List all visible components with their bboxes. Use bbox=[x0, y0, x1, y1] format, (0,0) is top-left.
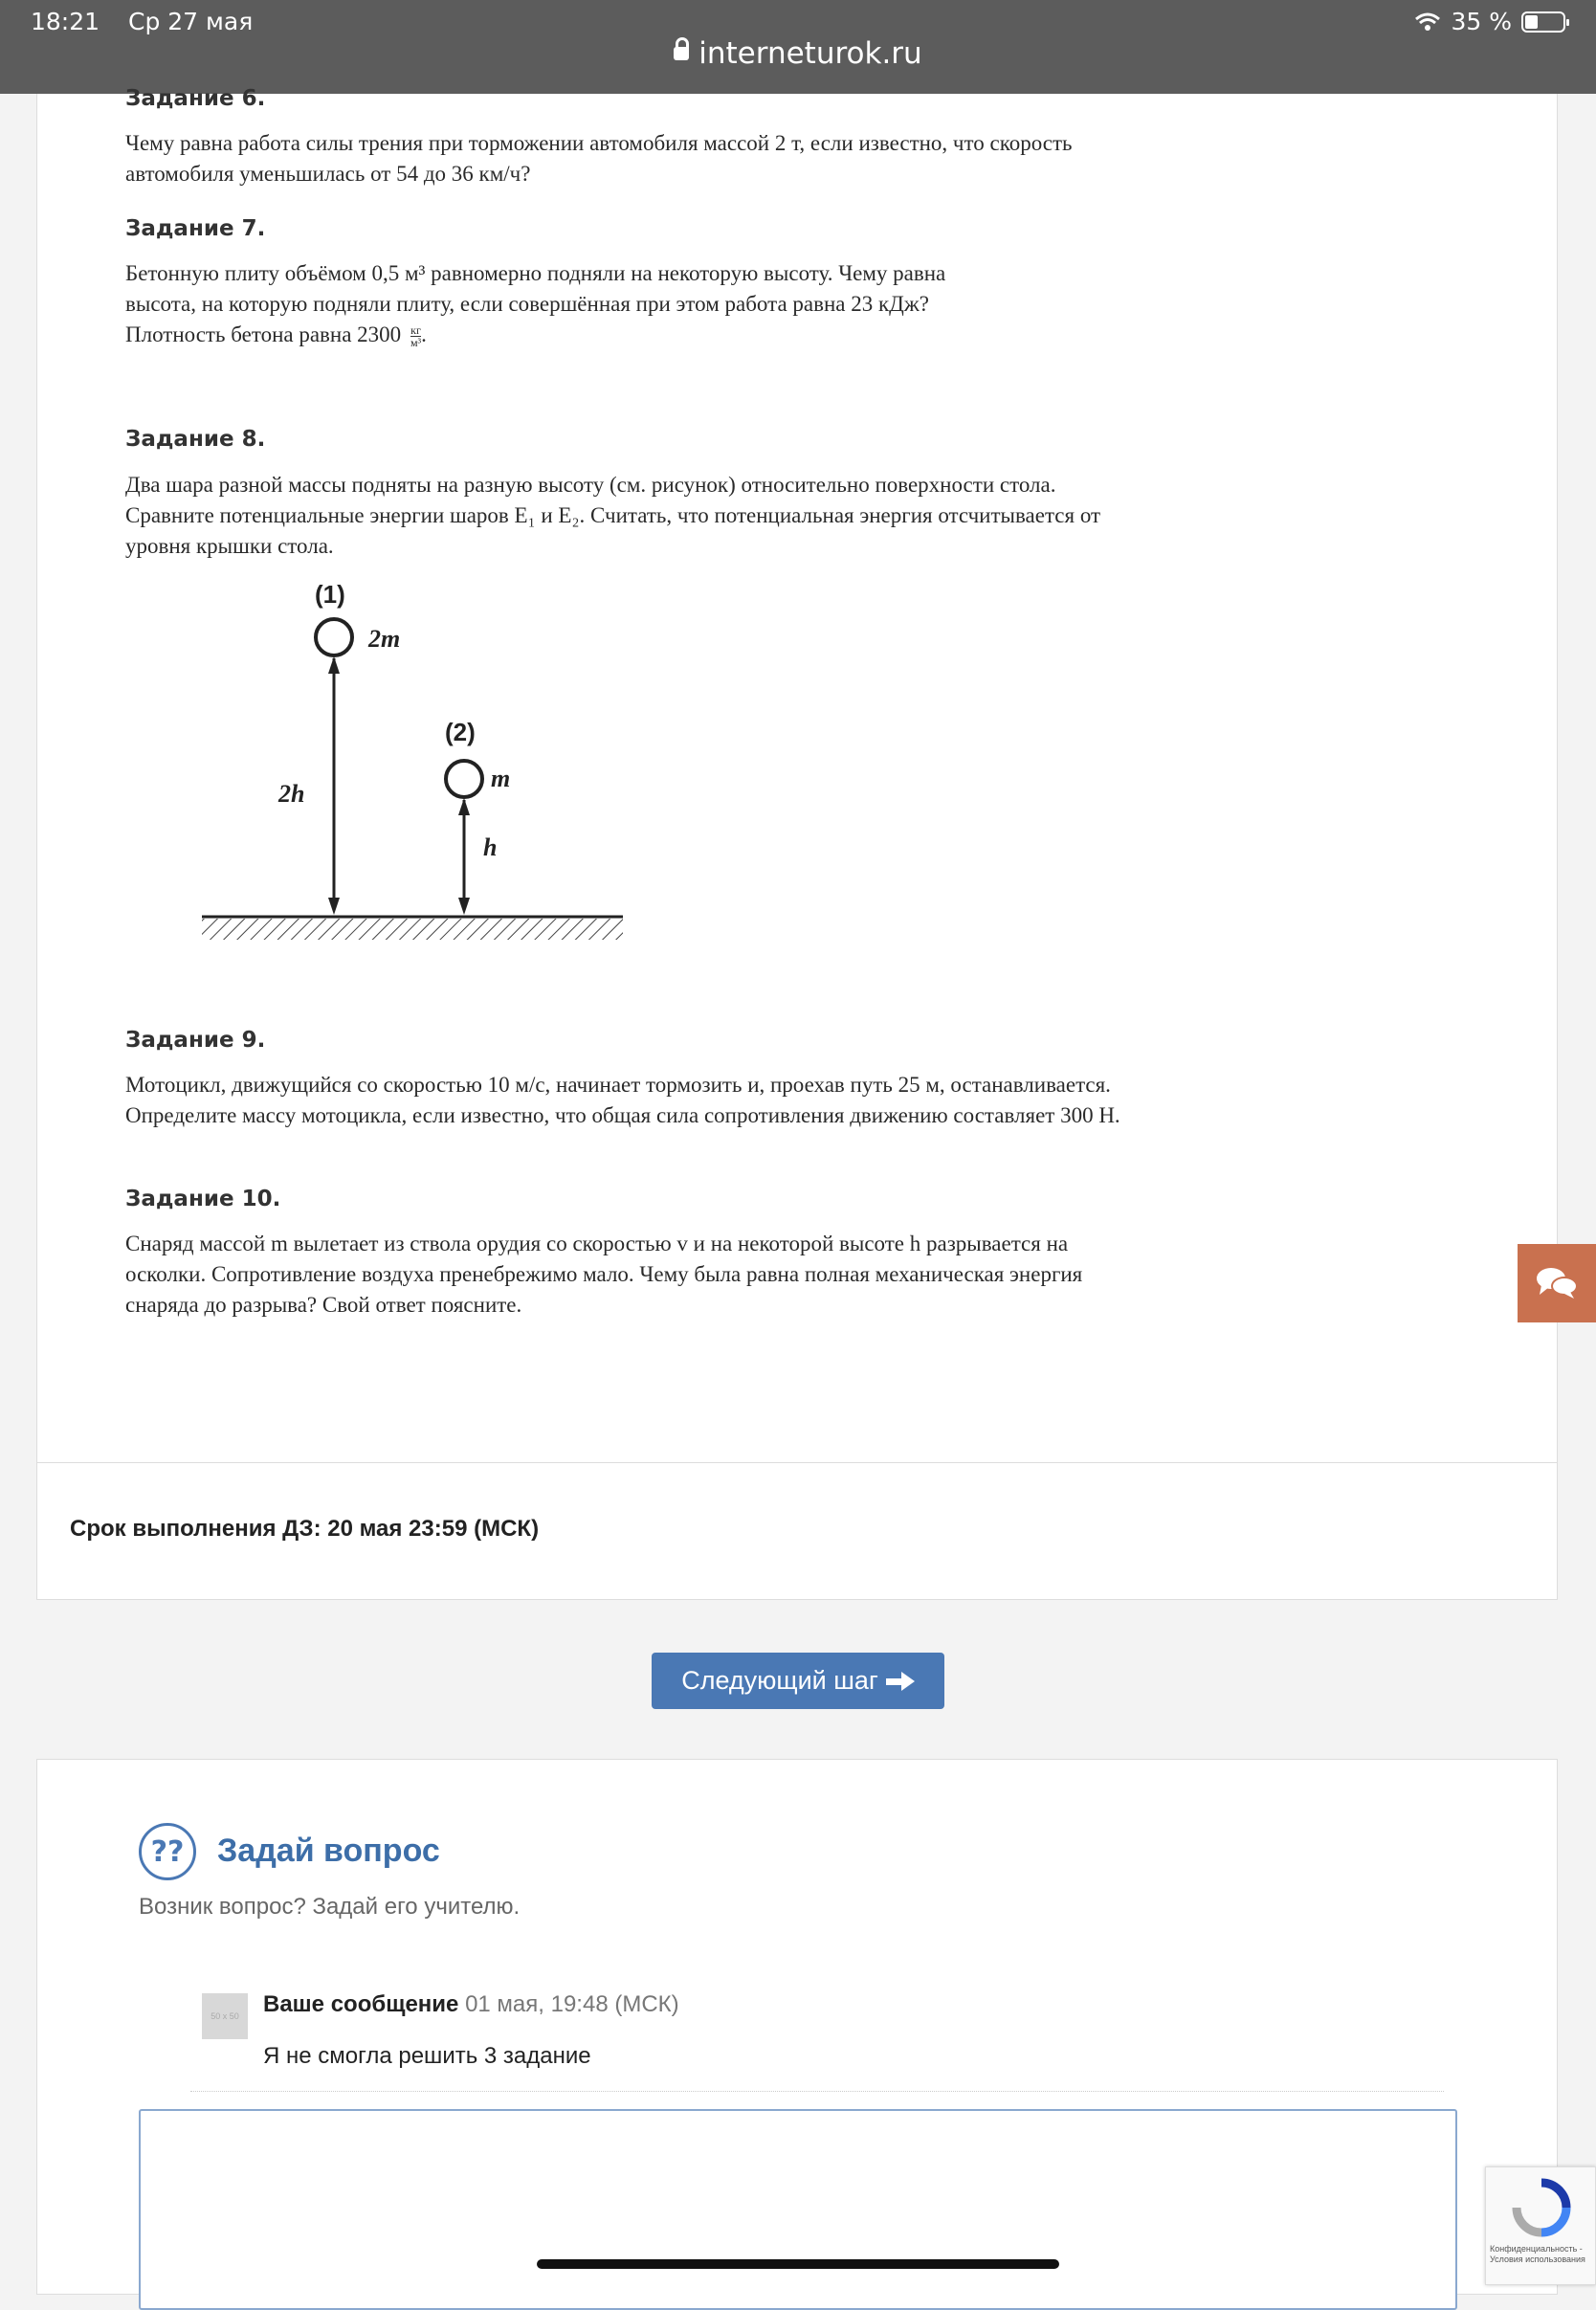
chat-icon bbox=[1536, 1266, 1578, 1300]
deadline-text: Срок выполнения ДЗ: 20 мая 23:59 (МСК) bbox=[70, 1516, 540, 1542]
wifi-icon bbox=[1414, 12, 1441, 32]
ask-question-subtitle: Возник вопрос? Задай его учителю. bbox=[139, 1894, 521, 1920]
task-7-line3: Плотность бетона равна 2300 кг м³ . bbox=[125, 322, 427, 350]
task-6-title: Задание 6. bbox=[125, 86, 266, 111]
message-text: Я не смогла решить 3 задание bbox=[263, 2043, 591, 2069]
next-step-button[interactable] bbox=[652, 1653, 944, 1709]
status-left bbox=[31, 8, 274, 35]
status-right bbox=[1414, 8, 1565, 35]
question-icon: ?? bbox=[139, 1823, 196, 1880]
browser-topbar bbox=[0, 0, 1596, 94]
task-8-title: Задание 8. bbox=[125, 427, 266, 452]
table-hatching bbox=[202, 919, 623, 940]
ball-2-mass: m bbox=[491, 765, 511, 792]
message-header bbox=[263, 1991, 679, 2018]
ball-1-mass: 2m bbox=[368, 625, 401, 653]
ball-2 bbox=[446, 761, 482, 797]
density-unit bbox=[410, 324, 421, 348]
recaptcha-icon bbox=[1511, 2177, 1572, 2238]
ask-question-title: Задай вопрос bbox=[217, 1832, 440, 1869]
recaptcha-badge[interactable] bbox=[1485, 2166, 1596, 2285]
status-time: 18:21 bbox=[31, 8, 100, 35]
ball-1-arrow-top bbox=[328, 656, 340, 674]
ball-1-height: 2h bbox=[278, 780, 305, 808]
task-9-title: Задание 9. bbox=[125, 1028, 266, 1053]
next-step-label: Следующий шаг bbox=[681, 1666, 878, 1695]
ball-2-arrow-top bbox=[458, 798, 470, 815]
message-author: Ваше сообщение bbox=[263, 1991, 459, 2017]
chat-tab-button[interactable] bbox=[1518, 1244, 1596, 1322]
task-7-density: Плотность бетона равна 2300 bbox=[125, 322, 402, 346]
task-7-title: Задание 7. bbox=[125, 216, 266, 241]
message-separator bbox=[190, 2091, 1444, 2092]
task-7-text bbox=[125, 258, 1120, 350]
ball-2-height: h bbox=[483, 833, 498, 861]
task-8-figure bbox=[202, 582, 642, 974]
arrow-right-icon bbox=[886, 1672, 915, 1691]
task-8-text: Два шара разной массы подняты на разную высоту (см. рисунок) относительно поверхности стола. Сравните потенциальные энергии шаров E₁ и E₂. Считать, что потенциальная энергия отсчитывается от уровня крышки стола. bbox=[125, 473, 1101, 558]
url-text: interneturok.ru bbox=[698, 36, 922, 71]
task-7-line1: Бетонную плиту объёмом 0,5 м³ равномерно подняли на некоторую высоту. Чему равна bbox=[125, 261, 946, 285]
ball-1-label: (1) bbox=[315, 582, 345, 609]
homework-card bbox=[36, 86, 1558, 1600]
lock-icon bbox=[674, 47, 689, 60]
ball-1-arrow-bottom bbox=[328, 898, 340, 915]
task-9-text: Мотоцикл, движущийся со скоростью 10 м/с, начинает тормозить и, проехав путь 25 м, останавливается. Определите массу мотоцикла, если известно, что общая сила сопротивления движению составляет 300 Н. bbox=[125, 1073, 1120, 1127]
address-bar[interactable] bbox=[0, 36, 1596, 71]
battery-icon bbox=[1521, 11, 1565, 33]
ball-2-arrow-bottom bbox=[458, 898, 470, 915]
task-6-text: Чему равна работа силы трения при торможении автомобиля массой 2 т, если известно, что скорость автомобиля уменьшилась от 54 до 36 км/ч? bbox=[125, 131, 1073, 186]
unit-denominator: м³ bbox=[410, 336, 422, 350]
status-date: Ср 27 мая bbox=[128, 8, 254, 35]
ball-2-label: (2) bbox=[445, 718, 476, 746]
ask-question-card bbox=[36, 1759, 1558, 2295]
message-time: 01 мая, 19:48 (МСК) bbox=[465, 1991, 679, 2017]
task-10-title: Задание 10. bbox=[125, 1187, 281, 1211]
unit-numerator: кг bbox=[410, 323, 421, 338]
ball-1 bbox=[316, 619, 352, 655]
recaptcha-text: Конфиденциальность - Условия использования bbox=[1490, 2244, 1585, 2264]
card-divider bbox=[37, 1462, 1557, 1463]
avatar: 50 x 50 bbox=[202, 1993, 248, 2039]
battery-percent: 35 % bbox=[1451, 8, 1512, 35]
task-10-text: Снаряд массой m вылетает из ствола орудия со скоростью v и на некоторой высоте h разрывается на осколки. Сопротивление воздуха пренебрежимо мало. Чему была равна полная механическая энергия снаряда до разрыва? Свой ответ поясните. bbox=[125, 1232, 1083, 1317]
home-indicator bbox=[537, 2259, 1059, 2269]
task-7-line2: высота, на которую подняли плиту, если совершённая при этом работа равна 23 кДж? bbox=[125, 292, 929, 316]
question-input[interactable] bbox=[139, 2109, 1457, 2310]
